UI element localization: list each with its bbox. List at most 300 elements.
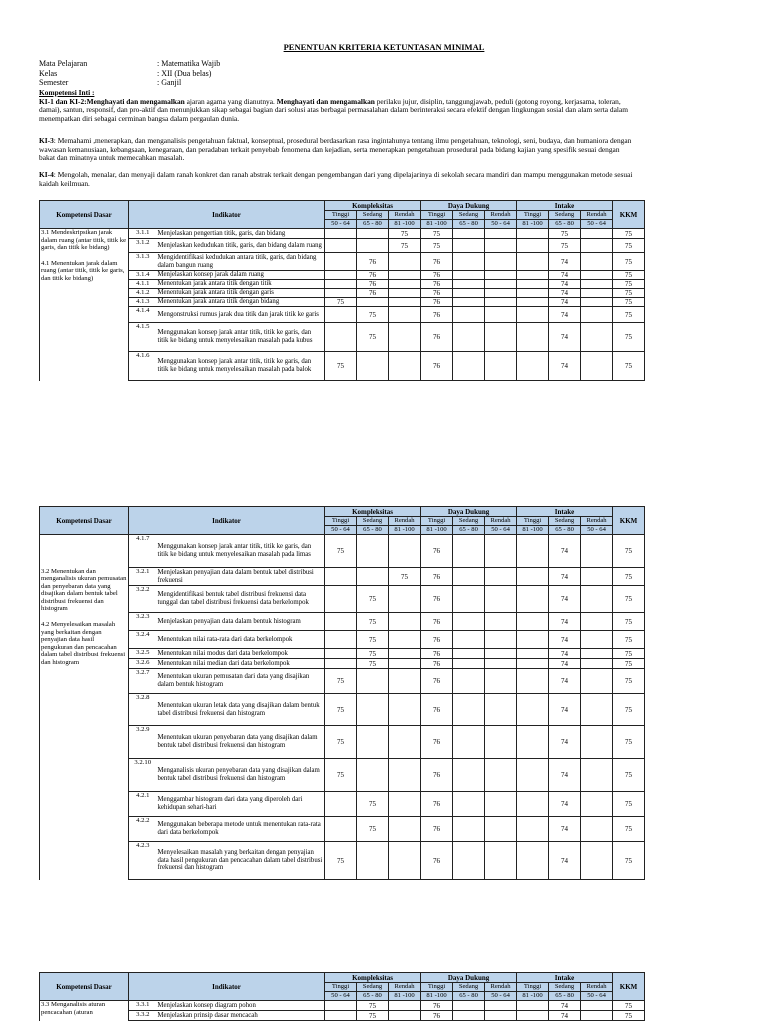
score-cell [517,239,549,253]
score-cell [325,649,357,659]
kkm-value: 75 [613,669,645,694]
kkm-value: 75 [613,271,645,280]
score-cell: 75 [357,307,389,323]
score-cell: 76 [421,1001,453,1011]
col-range: 50 - 64 [485,992,517,1001]
indikator-text: Menjelaskan kedudukan titik, garis, dan bidang dalam ruang [157,239,325,253]
table-row [40,669,645,694]
kompetensi-dasar-cell [40,535,129,568]
col-subheader: Tinggi [325,983,357,992]
indikator-text: Menentukan ukuran penyebaran data yang disajikan dalam bentuk tabel distribusi frekuensi dan histogram [157,726,325,759]
score-cell [485,842,517,880]
kompetensi-dasar-cell [40,568,129,880]
score-cell [357,759,389,792]
indikator-code: 3.1.4 [129,271,157,280]
indikator-text: Menjelaskan pengertian titik, garis, dan bidang [157,229,325,239]
score-cell [389,280,421,289]
score-cell [485,1011,517,1021]
score-cell [453,535,485,568]
indikator-code: 4.1.6 [129,352,157,381]
score-cell [485,817,517,842]
indikator-text: Menentukan jarak antara titik dengan titik [157,280,325,289]
col-range: 81 -100 [389,992,421,1001]
col-header-kompetensi-dasar: Kompetensi Dasar [40,973,129,1001]
score-cell [389,817,421,842]
score-cell: 74 [549,586,581,613]
score-cell [389,659,421,669]
ki4-text: : Mengolah, menalar, dan menyaji dalam ranah konkret dan ranah abstrak terkait dengan pengembangan dari yang dipelajarinya di sekolah secara mandiri dan mampu menggunakan metode sesuai kaidah keilmuan. [39,170,633,188]
score-cell [517,298,549,307]
col-header-kompleksitas: Kompleksitas [325,973,421,983]
score-cell [325,229,357,239]
score-cell: 76 [421,298,453,307]
table-row [40,1001,645,1011]
score-cell [389,271,421,280]
score-cell [389,1011,421,1021]
indikator-code: 4.1.2 [129,289,157,298]
score-cell: 76 [421,726,453,759]
score-cell [485,568,517,586]
col-range: 50 - 64 [485,526,517,535]
indikator-code: 3.2.3 [129,613,157,631]
score-cell: 76 [421,613,453,631]
score-cell [485,659,517,669]
col-range: 81 -100 [517,526,549,535]
table-row [40,613,645,631]
score-cell: 75 [325,694,357,726]
ki-3-paragraph [39,137,635,163]
col-range: 81 -100 [421,992,453,1001]
score-cell [389,726,421,759]
score-cell [453,659,485,669]
col-range: 81 -100 [421,526,453,535]
score-cell [517,817,549,842]
table-row [40,253,645,271]
score-cell: 74 [549,535,581,568]
ki-heading: Kompetensi Inti : [39,88,95,97]
ki3-text: : Memahami ,menerapkan, dan menganalisis pengetahuan faktual, konseptual, prosedural berdasarkan rasa ingintahunya tentang ilmu pengetahuan, teknologi, seni, budaya, dan humaniora dengan wawasan kemanusiaan, kebangsaan, kenegaraan, dan peradaban terkait penyebab fenomena dan kejadian, serta menerapkan pengetahuan prosedural pada bidang kajian yang spesifik sesuai dengan bakat dan minatnya untuk memecahkan masalah. [39,136,632,163]
score-cell [453,1011,485,1021]
score-cell [485,307,517,323]
indikator-text: Menjelaskan konsep jarak dalam ruang [157,271,325,280]
score-cell [325,307,357,323]
col-subheader: Sedang [357,517,389,526]
score-cell: 75 [357,792,389,817]
indikator-text: Menjelaskan konsep diagram pohon [157,1001,325,1011]
score-cell [453,289,485,298]
ki12-lead: KI-1 dan KI-2: [39,96,87,106]
indikator-code: 4.1.7 [129,535,157,568]
table-row [40,298,645,307]
score-cell: 76 [421,694,453,726]
col-header-kkm: KKM [613,201,645,229]
score-cell: 76 [421,669,453,694]
score-cell: 75 [357,631,389,649]
col-range: 50 - 64 [485,220,517,229]
col-header-indikator: Indikator [129,201,325,229]
col-range: 50 - 64 [325,220,357,229]
score-cell [517,1011,549,1021]
indikator-code: 4.2.2 [129,817,157,842]
ki12-bold-1: Menghayati dan mengamalkan [86,96,185,106]
score-cell [453,613,485,631]
col-subheader: Sedang [549,983,581,992]
score-cell [453,352,485,381]
score-cell: 76 [357,271,389,280]
indikator-code: 4.1.3 [129,298,157,307]
score-cell [389,535,421,568]
score-cell [389,323,421,352]
score-cell [453,298,485,307]
score-cell [581,239,613,253]
ki-4-paragraph [39,171,635,188]
score-cell [389,289,421,298]
score-cell [485,253,517,271]
col-range: 50 - 64 [581,220,613,229]
score-cell [389,842,421,880]
table-row [40,842,645,880]
score-cell: 74 [549,307,581,323]
kkm-value: 75 [613,726,645,759]
score-cell [581,817,613,842]
score-cell: 74 [549,280,581,289]
score-cell [357,842,389,880]
col-header-kompetensi-dasar: Kompetensi Dasar [40,507,129,535]
score-cell: 75 [421,239,453,253]
score-cell [389,631,421,649]
score-cell [517,694,549,726]
score-cell [389,253,421,271]
score-cell [581,1011,613,1021]
score-cell [389,586,421,613]
score-cell [517,613,549,631]
score-cell [389,298,421,307]
score-cell [581,352,613,381]
col-header-kkm: KKM [613,507,645,535]
score-cell [453,271,485,280]
score-cell: 74 [549,1001,581,1011]
indikator-code: 3.2.4 [129,631,157,649]
col-subheader: Rendah [485,983,517,992]
indikator-code: 3.1.1 [129,229,157,239]
col-header-intake: Intake [517,973,613,983]
col-header-kompleksitas: Kompleksitas [325,507,421,517]
col-subheader: Tinggi [517,517,549,526]
score-cell [517,271,549,280]
indikator-text: Menentukan ukuran pemusatan dari data yang disajikan dalam bentuk histogram [157,669,325,694]
indikator-code: 3.2.8 [129,694,157,726]
score-cell: 74 [549,298,581,307]
ki12-text-2: perilaku jujur, disiplin, tanggungjawab, peduli (gotong royong, kerjasama, toleran, damai), santun, responsif, dan pro-aktif dan menunjukkan sikap sebagai bagian dari solusi atas berbagai permasalahan dalam berinteraksi secara efektif dengan lingkungan sosial dan alam serta dalam menempatkan diri sebagai cerminan bangsa dalam pergaulan dunia. [39,96,628,123]
col-subheader: Rendah [581,211,613,220]
score-cell: 74 [549,352,581,381]
col-subheader: Rendah [485,211,517,220]
indikator-code: 3.2.10 [129,759,157,792]
score-cell [581,726,613,759]
score-cell: 75 [325,352,357,381]
score-cell: 74 [549,253,581,271]
score-cell: 76 [357,280,389,289]
score-cell [517,307,549,323]
score-cell [325,1001,357,1011]
score-cell [453,229,485,239]
col-range: 50 - 64 [581,526,613,535]
col-subheader: Tinggi [325,517,357,526]
col-range: 65 - 80 [549,526,581,535]
score-cell [581,694,613,726]
score-cell [485,280,517,289]
table-row [40,817,645,842]
score-cell: 75 [357,586,389,613]
score-cell: 76 [421,280,453,289]
score-cell: 74 [549,726,581,759]
indikator-text: Menggunakan konsep jarak antar titik, titik ke garis, dan titik ke bidang untuk menyelesaikan masalah pada balok [157,352,325,381]
col-subheader: Tinggi [421,211,453,220]
score-cell [517,659,549,669]
ki12-bold-2: Menghayati dan mengamalkan [276,96,375,106]
score-cell [453,694,485,726]
table-row [40,323,645,352]
table-row [40,280,645,289]
score-cell [581,1001,613,1011]
kkm-value: 75 [613,649,645,659]
score-cell: 76 [421,535,453,568]
score-cell: 74 [549,759,581,792]
kompetensi-dasar-text: 3.2 Menentukan dan menganalisis ukuran pemusatan dan penyebaran data yang disajikan dalam bentuk tabel distribusi frekuensi dan histogram [41,567,127,613]
col-subheader: Rendah [581,983,613,992]
col-subheader: Sedang [549,211,581,220]
table-row [40,568,645,586]
col-subheader: Rendah [389,211,421,220]
kkm-value: 75 [613,586,645,613]
col-range: 81 -100 [389,526,421,535]
score-cell: 74 [549,568,581,586]
kkm-value: 75 [613,659,645,669]
score-cell: 74 [549,669,581,694]
score-cell: 75 [357,659,389,669]
kkm-value: 75 [613,323,645,352]
col-header-kompleksitas: Kompleksitas [325,201,421,211]
score-cell [485,631,517,649]
col-range: 65 - 80 [549,992,581,1001]
score-cell [357,669,389,694]
score-cell: 76 [421,307,453,323]
score-cell: 74 [549,323,581,352]
score-cell [325,289,357,298]
score-cell [389,694,421,726]
col-range: 81 -100 [517,220,549,229]
score-cell [357,568,389,586]
score-cell: 74 [549,659,581,669]
col-header-intake: Intake [517,201,613,211]
score-cell [485,298,517,307]
indikator-code: 4.1.1 [129,280,157,289]
score-cell [453,1001,485,1011]
score-cell [517,535,549,568]
meta-label: Semester [39,78,69,87]
col-range: 50 - 64 [325,992,357,1001]
score-cell [485,323,517,352]
indikator-text: Menentukan nilai rata-rata dari data berkelompok [157,631,325,649]
col-range: 50 - 64 [325,526,357,535]
score-cell [581,631,613,649]
col-header-indikator: Indikator [129,507,325,535]
ki-heading-block [39,89,635,123]
score-cell [453,586,485,613]
score-cell [325,631,357,649]
score-cell [485,586,517,613]
indikator-text: Mengidentifikasi bentuk tabel distribusi frekuensi data tunggal dan tabel distribusi frekuensi data berkelompok [157,586,325,613]
meta-value: : XII (Dua belas) [157,68,212,78]
indikator-text: Menentukan nilai median dari data berkelompok [157,659,325,669]
col-range: 50 - 64 [581,992,613,1001]
score-cell: 75 [325,726,357,759]
score-cell: 74 [549,694,581,726]
kkm-value: 75 [613,792,645,817]
score-cell: 76 [421,271,453,280]
indikator-code: 3.1.2 [129,239,157,253]
score-cell [581,298,613,307]
score-cell: 76 [421,792,453,817]
table-row [40,307,645,323]
ki-1-2-paragraph [39,98,635,124]
col-header-indikator: Indikator [129,973,325,1001]
kompetensi-dasar-cell [40,229,129,381]
score-cell: 74 [549,817,581,842]
score-cell [485,792,517,817]
score-cell [325,613,357,631]
score-cell [453,792,485,817]
score-cell: 76 [421,631,453,649]
score-cell: 75 [549,239,581,253]
score-cell [517,280,549,289]
score-cell [485,726,517,759]
score-cell [325,323,357,352]
score-cell: 75 [549,229,581,239]
score-cell [357,298,389,307]
kkm-value: 75 [613,535,645,568]
score-cell: 76 [421,1011,453,1021]
score-cell [389,792,421,817]
score-cell [517,631,549,649]
score-cell: 75 [357,817,389,842]
score-cell [581,759,613,792]
kkm-table-1 [39,200,645,381]
score-cell [453,253,485,271]
score-cell [485,694,517,726]
ki12-text-1: ajaran agama yang dianutnya. [184,96,277,106]
indikator-code: 3.3.1 [129,1001,157,1011]
score-cell [517,586,549,613]
score-cell [325,239,357,253]
col-header-daya-dukung: Daya Dukung [421,507,517,517]
score-cell: 75 [357,323,389,352]
indikator-text: Menggunakan beberapa metode untuk menentukan rata-rata dari data berkelompok [157,817,325,842]
kkm-value: 75 [613,253,645,271]
score-cell [517,352,549,381]
indikator-code: 3.3.2 [129,1011,157,1021]
col-range: 81 -100 [421,220,453,229]
score-cell [581,289,613,298]
score-cell [581,271,613,280]
score-cell [389,613,421,631]
score-cell [325,271,357,280]
score-cell [357,726,389,759]
score-cell [325,1011,357,1021]
score-cell [517,253,549,271]
table-row [40,659,645,669]
score-cell [325,280,357,289]
score-cell [325,659,357,669]
score-cell [357,694,389,726]
col-range: 65 - 80 [357,526,389,535]
score-cell [485,1001,517,1011]
score-cell [453,631,485,649]
meta-label: Kelas [39,68,58,78]
score-cell [581,669,613,694]
score-cell [485,535,517,568]
col-subheader: Tinggi [517,211,549,220]
table-row [40,792,645,817]
col-subheader: Sedang [357,211,389,220]
score-cell: 76 [421,817,453,842]
kkm-value: 75 [613,1001,645,1011]
indikator-text: Menentukan jarak antara titik dengan garis [157,289,325,298]
col-header-kkm: KKM [613,973,645,1001]
score-cell [581,229,613,239]
score-cell [517,649,549,659]
score-cell [517,669,549,694]
score-cell [517,759,549,792]
score-cell [325,253,357,271]
kkm-value: 75 [613,352,645,381]
kkm-value: 75 [613,568,645,586]
score-cell: 76 [421,649,453,659]
score-cell: 74 [549,1011,581,1021]
kkm-value: 75 [613,307,645,323]
score-cell [517,1001,549,1011]
meta-row [39,69,220,79]
score-cell: 75 [357,649,389,659]
score-cell: 76 [421,759,453,792]
score-cell [357,229,389,239]
score-cell: 75 [325,759,357,792]
kkm-value: 75 [613,631,645,649]
score-cell: 75 [325,842,357,880]
score-cell: 76 [421,253,453,271]
score-cell [453,759,485,792]
score-cell [485,289,517,298]
col-header-intake: Intake [517,507,613,517]
score-cell [389,1001,421,1011]
score-cell: 75 [325,535,357,568]
kkm-value: 75 [613,694,645,726]
document-title: PENENTUAN KRITERIA KETUNTASAN MINIMAL [283,42,485,52]
score-cell [517,792,549,817]
indikator-text: Menentukan jarak antara titik dengan bidang [157,298,325,307]
score-cell: 75 [357,613,389,631]
score-cell [581,649,613,659]
indikator-text: Menentukan nilai modus dari data berkelompok [157,649,325,659]
indikator-text: Menganalisis ukuran penyebaran data yang disajikan dalam bentuk tabel distribusi frekuensi dan histogram [157,759,325,792]
indikator-text: Menggunakan konsep jarak antar titik, titik ke garis, dan titik ke bidang untuk menyelesaikan masalah pada kubus [157,323,325,352]
indikator-text: Menjelaskan prinsip dasar mencacah [157,1011,325,1021]
score-cell [325,792,357,817]
table-row [40,726,645,759]
score-cell [453,842,485,880]
score-cell [453,307,485,323]
score-cell [485,649,517,659]
